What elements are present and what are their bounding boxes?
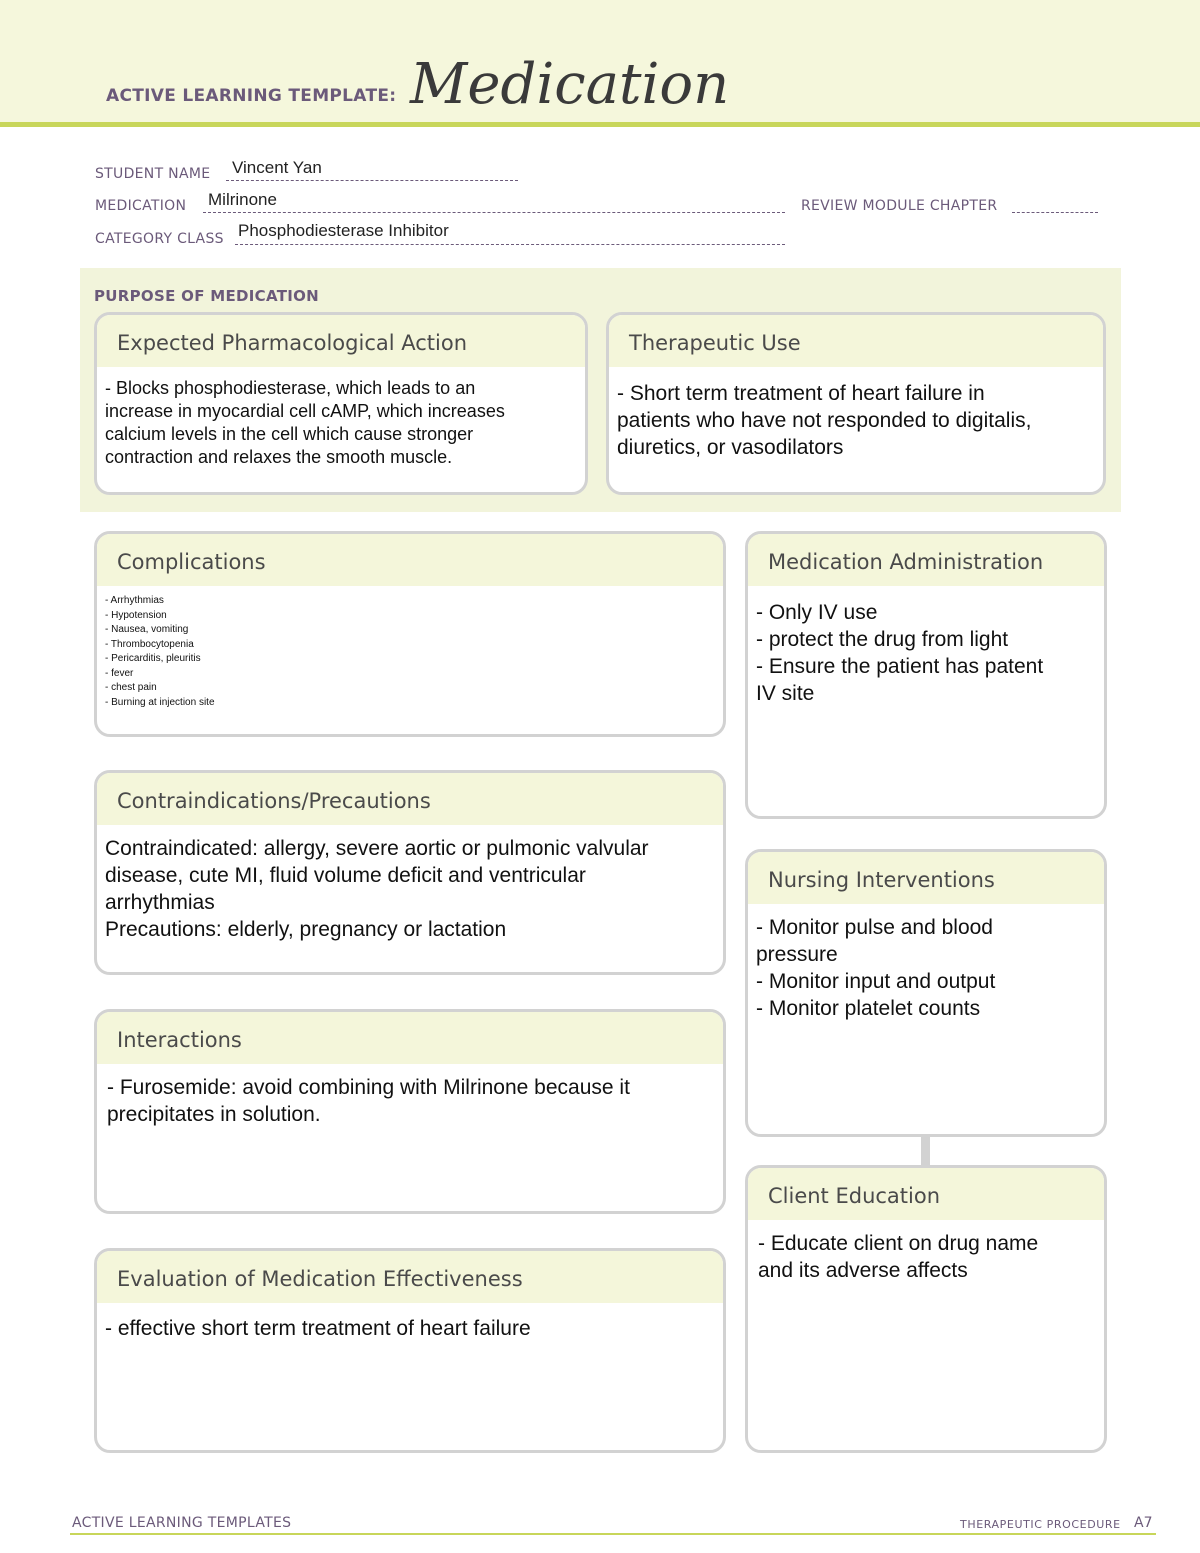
medication-label: MEDICATION: [95, 198, 187, 214]
therapeutic-use-card: [606, 312, 1106, 495]
interactions-heading: Interactions: [97, 1012, 723, 1064]
client-education-heading: Client Education: [748, 1168, 1104, 1220]
footer-right: THERAPEUTIC PROCEDURE: [960, 1518, 1121, 1531]
purpose-title: PURPOSE OF MEDICATION: [94, 287, 320, 305]
contraindications-heading: Contraindications/Precautions: [97, 773, 723, 825]
interactions-card: [94, 1009, 726, 1214]
review-module-field[interactable]: [1012, 212, 1098, 213]
complications-heading: Complications: [97, 534, 723, 586]
page-title: Medication: [410, 52, 730, 117]
medication-field[interactable]: Milrinone: [208, 190, 277, 209]
complications-text[interactable]: - Arrhythmias - Hypotension - Nausea, vomiting - Thrombocytopenia - Pericarditis, pleuritis - fever - chest pain - Burning at injection site: [105, 595, 215, 708]
nursing-interventions-text[interactable]: - Monitor pulse and blood pressure - Monitor input and output - Monitor platelet counts: [756, 916, 996, 1020]
evaluation-card: [94, 1248, 726, 1453]
page-number: A7: [1134, 1515, 1153, 1531]
evaluation-text[interactable]: - effective short term treatment of heart failure: [105, 1317, 531, 1340]
student-name-field[interactable]: Vincent Yan: [232, 158, 322, 177]
expected-action-heading: Expected Pharmacological Action: [97, 315, 585, 367]
client-education-text[interactable]: - Educate client on drug name and its adverse affects: [758, 1232, 1039, 1282]
medication-line: [203, 212, 785, 213]
medication-administration-heading: Medication Administration: [748, 534, 1104, 586]
medication-administration-card: [745, 531, 1107, 819]
client-education-card: [745, 1165, 1107, 1453]
contraindications-text[interactable]: Contraindicated: allergy, severe aortic or pulmonic valvular disease, cute MI, fluid volume deficit and ventricular arrhythmias Precautions: elderly, pregnancy or lactation: [105, 837, 649, 941]
student-name-label: STUDENT NAME: [95, 166, 211, 182]
therapeutic-use-heading: Therapeutic Use: [609, 315, 1103, 367]
contraindications-card: [94, 770, 726, 975]
expected-action-card: [94, 312, 588, 495]
category-class-line: [235, 244, 785, 245]
header-rule: [0, 122, 1200, 127]
review-module-label: REVIEW MODULE CHAPTER: [801, 198, 998, 214]
footer-rule: [70, 1533, 1156, 1535]
expected-action-text[interactable]: - Blocks phosphodiesterase, which leads to an increase in myocardial cell cAMP, which increases calcium levels in the cell which cause stronger contraction and relaxes the smooth muscle.: [105, 378, 505, 467]
complications-card: [94, 531, 726, 737]
medication-administration-text[interactable]: - Only IV use - protect the drug from light - Ensure the patient has patent IV site: [756, 601, 1044, 705]
student-name-line: [226, 180, 518, 181]
nursing-interventions-heading: Nursing Interventions: [748, 852, 1104, 904]
nursing-interventions-card: [745, 849, 1107, 1137]
interactions-text[interactable]: - Furosemide: avoid combining with Milrinone because it precipitates in solution.: [107, 1076, 630, 1126]
category-class-field[interactable]: Phosphodiesterase Inhibitor: [238, 221, 449, 240]
footer-left: ACTIVE LEARNING TEMPLATES: [72, 1515, 292, 1531]
template-label: ACTIVE LEARNING TEMPLATE:: [106, 86, 397, 106]
category-class-label: CATEGORY CLASS: [95, 231, 224, 247]
card-connector: [921, 1135, 930, 1166]
evaluation-heading: Evaluation of Medication Effectiveness: [97, 1251, 723, 1303]
therapeutic-use-text[interactable]: - Short term treatment of heart failure in patients who have not responded to digitalis, diuretics, or vasodilators: [617, 382, 1032, 459]
